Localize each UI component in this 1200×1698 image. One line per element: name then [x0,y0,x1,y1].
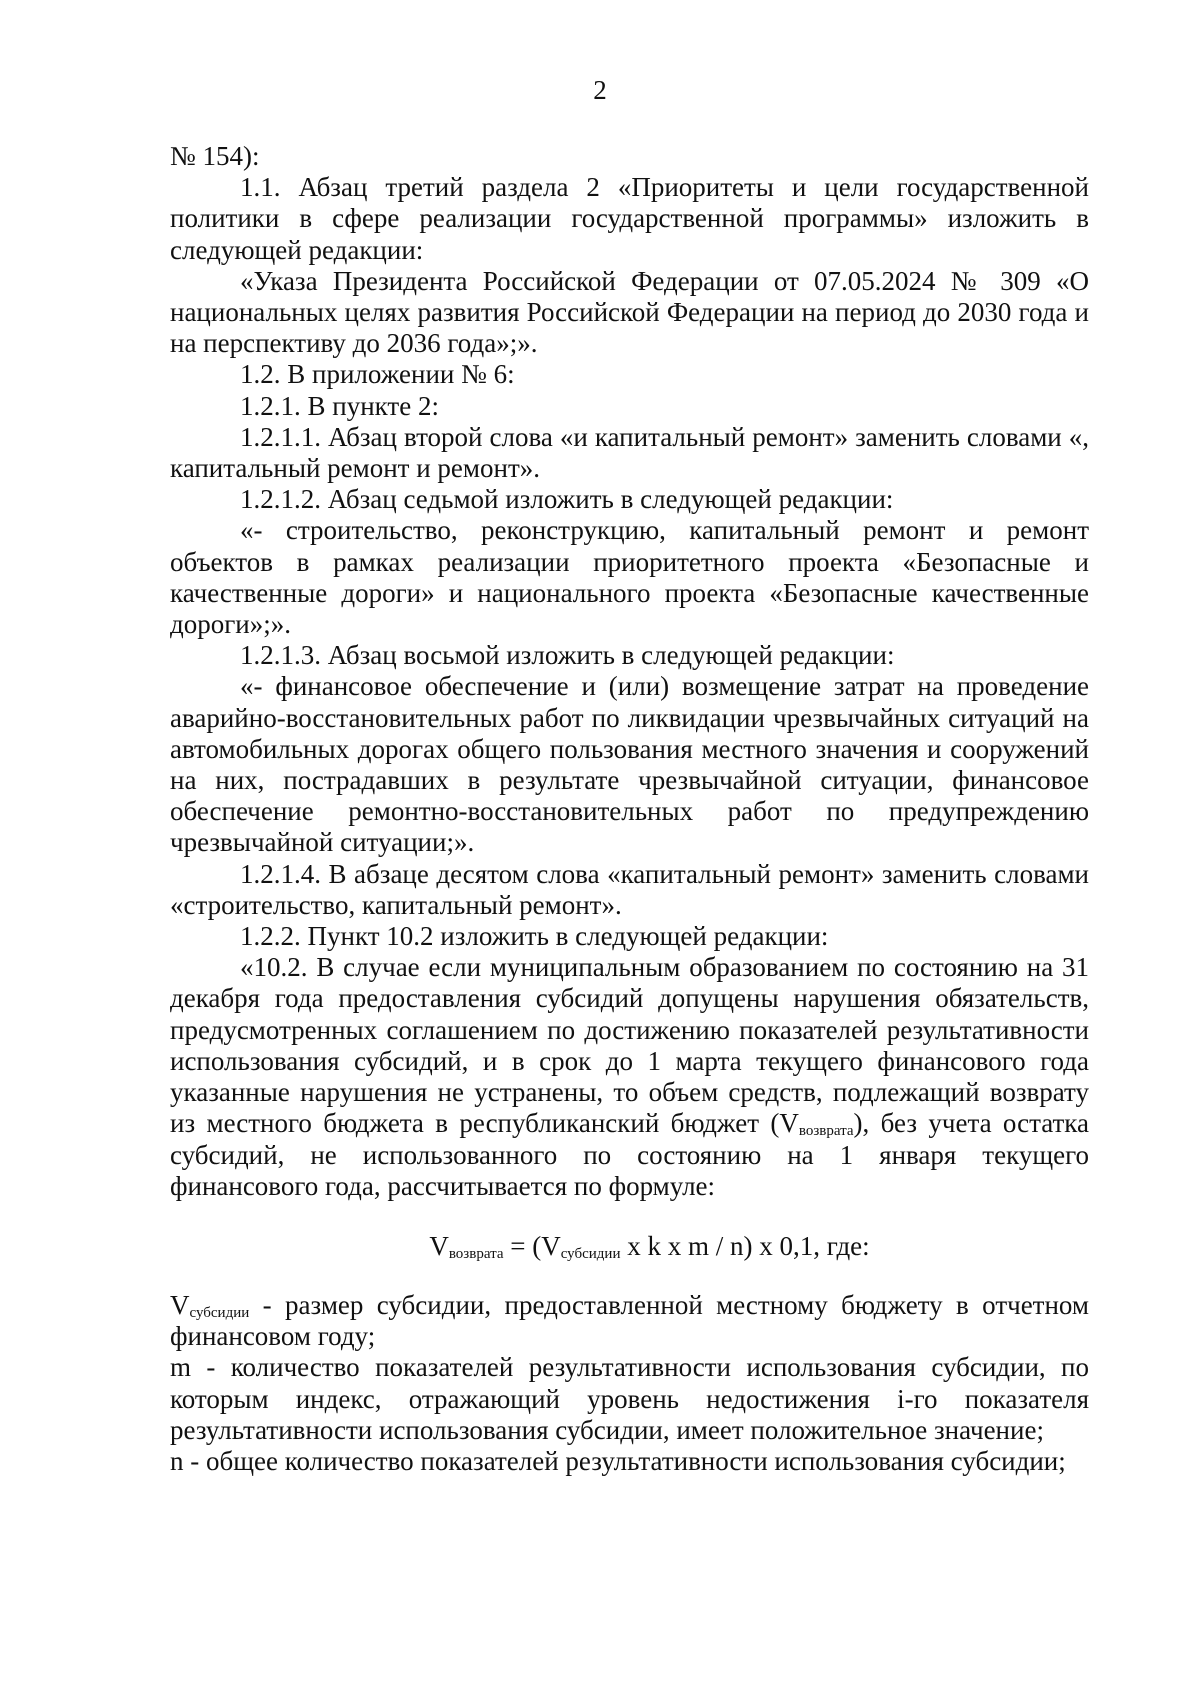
paragraph-10-2-subscript: возврата [798,1123,854,1140]
definition-v: V [170,1289,190,1320]
paragraph-list [170,141,1089,952]
formula-sub-subsidy: субсидии [560,1245,621,1262]
formula-rest: x k x m / n) x 0,1, где: [620,1230,870,1261]
definition-v-subscript: субсидии [189,1304,250,1321]
definition-n: n - общее количество показателей результативности использования субсидии; [170,1445,1066,1476]
paragraph: 1.2.1. В пункте 2: [240,390,439,421]
paragraph: 1.2.1.3. Абзац восьмой изложить в следующей редакции: [240,640,895,671]
paragraph-10-2-text-start: «10.2. В случае если муниципальным образованием по состоянию на 31 декабря года предоставления субсидий допущены нарушения обязательств, предусмотренных соглашением по достижению показателей результативности использования субсидий, и в срок до 1 марта текущего финансового года указанные нарушения не устранены, то объем средств, подлежащий возврату из местного бюджета в республиканский бюджет (V [170,952,1089,1139]
paragraph: № 154): [170,141,260,171]
formula-mid: = (V [503,1230,561,1261]
paragraph: 1.2.1.1. Абзац второй слова «и капитальный ремонт» заменить словами «, капитальный ремонт и ремонт». [170,421,1089,484]
formula-v: V [429,1230,449,1261]
paragraph: 1.2.2. Пункт 10.2 изложить в следующей редакции: [240,921,829,952]
definition-m: m - количество показателей результативности использования субсидии, по которым индекс, отражающий уровень недостижения i-го показателя результативности использования субсидии, имеет положительное значение; [170,1352,1089,1445]
document-body [170,141,1089,1477]
paragraph: 1.2.1.4. В абзаце десятом слова «капитальный ремонт» заменить словами «строительство, капитальный ремонт». [170,858,1089,920]
page-number: 2 [593,75,607,105]
paragraph: 1.2. В приложении № 6: [240,359,515,390]
paragraph-10-2-text-end: ), без учета остатка субсидий, не использованного по состоянию на 1 января текущего финансового года, рассчитывается по формуле: [170,1108,1089,1201]
definition-v-text: - размер субсидии, предоставленной местному бюджету в отчетном финансовом году; [170,1289,1089,1352]
paragraph: «- финансовое обеспечение и (или) возмещение затрат на проведение аварийно-восстановительных работ по ликвидации чрезвычайных ситуаций на автомобильных дорогах общего пользования местного значения и сооружений на них, пострадавших в результате чрезвычайной ситуации, финансовое обеспечение ремонтно-восстановительных работ по предупреждению чрезвычайной ситуации;». [170,671,1089,858]
formula [170,1226,1089,1266]
paragraph: 1.2.1.2. Абзац седьмой изложить в следующей редакции: [240,484,894,515]
paragraph-10-2 [170,952,1089,1202]
paragraph: 1.1. Абзац третий раздела 2 «Приоритеты и цели государственной политики в сфере реализации государственной программы» изложить в следующей редакции: [170,172,1089,265]
paragraph: «Указа Президента Российской Федерации от 07.05.2024 № 309 «О национальных целях развития Российской Федерации на период до 2030 года и на перспективу до 2036 года»;». [170,265,1089,359]
paragraph: «- строительство, реконструкцию, капитальный ремонт и ремонт объектов в рамках реализации приоритетного проекта «Безопасные и качественные дороги» и национального проекта «Безопасные качественные дороги»;». [170,515,1089,640]
definition-v-subsidy [170,1290,1089,1352]
formula-sub-return: возврата [448,1245,504,1262]
